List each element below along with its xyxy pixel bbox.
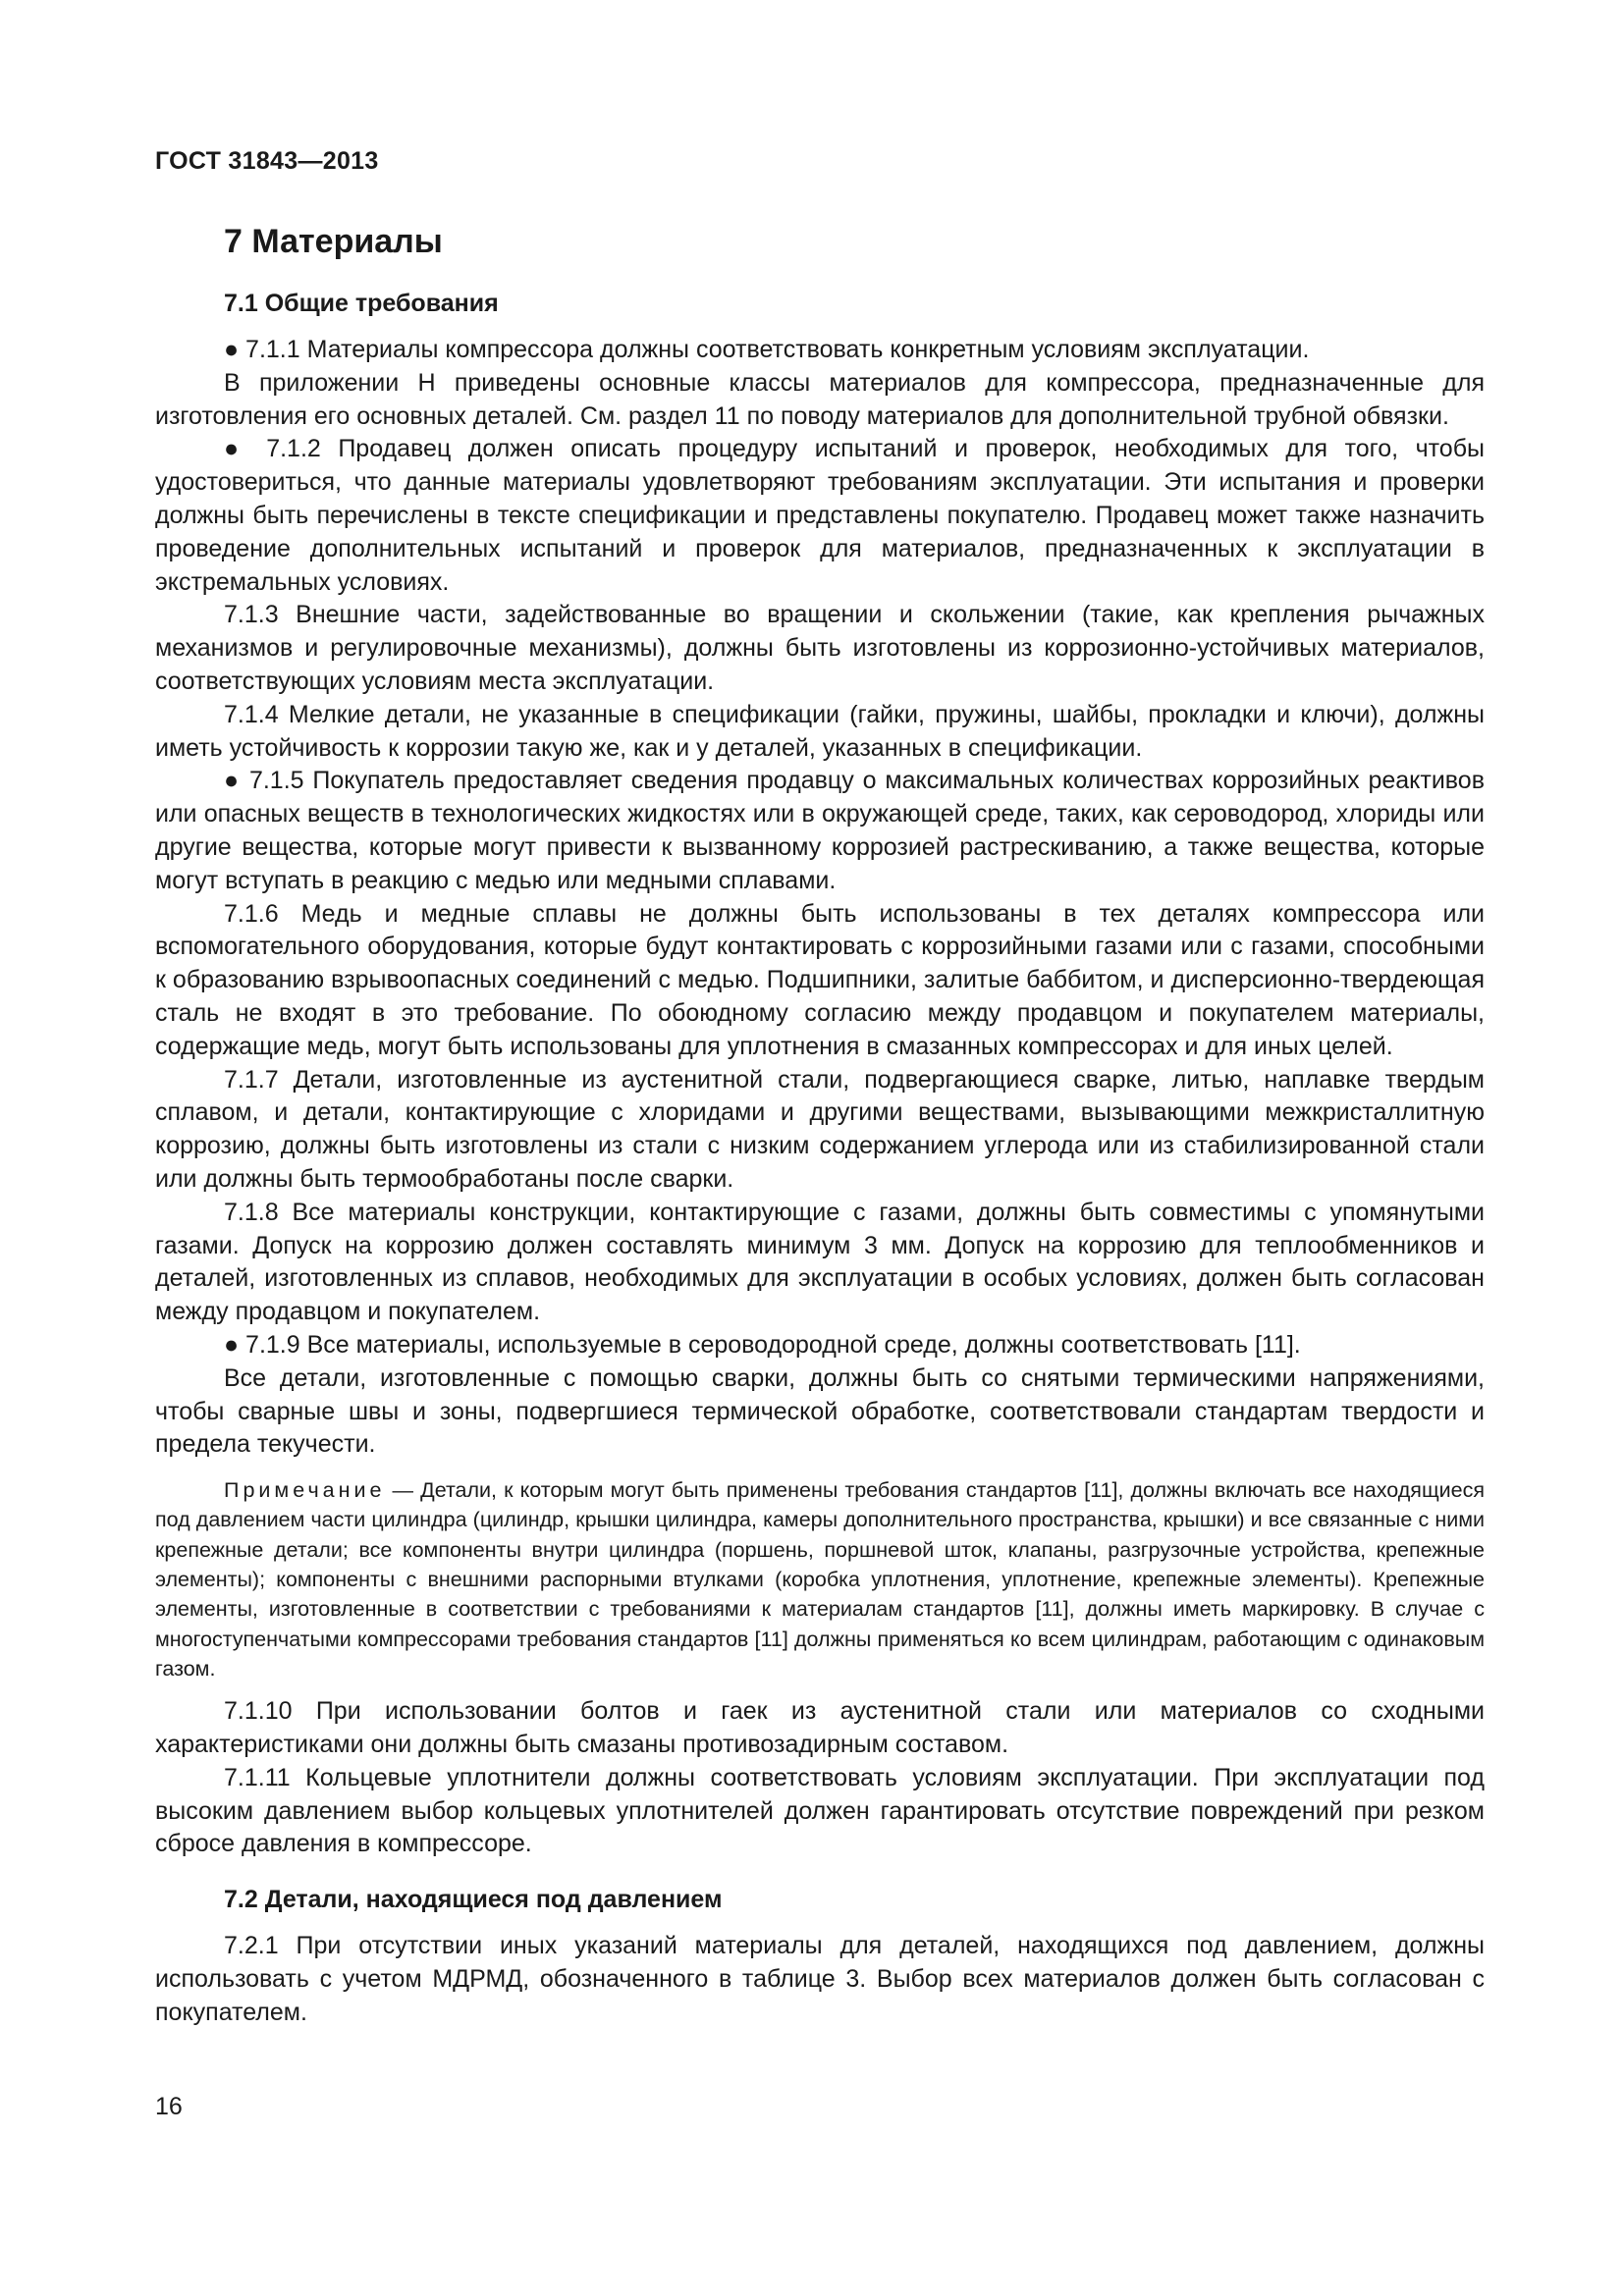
section-title: 7 Материалы [224,223,443,260]
paragraph-7-1-9-cont: Все детали, изготовленные с помощью сварки, должны быть со снятыми термическими напряжениями, чтобы сварные швы и зоны, подвергшиеся термической обработке, соответствовали стандартам твердости и предела текучести. [155,1363,1485,1459]
paragraph-7-1-3: 7.1.3 Внешние части, задействованные во вращении и скольжении (такие, как крепления рычажных механизмов и регулировочные механизмы), должны быть изготовлены из коррозионно-устойчивых материалов, соответствующих условиям места эксплуатации. [155,601,1485,695]
paragraph-7-1-9: ● 7.1.9 Все материалы, используемые в сероводородной среде, должны соответствовать [11]. [224,1330,1301,1359]
paragraph-7-1-5: ● 7.1.5 Покупатель предоставляет сведения продавцу о максимальных количествах коррозийных реактивов или опасных веществ в технологических жидкостях или в окружающей среде, таких, как сероводород, хлориды или другие вещества, которые могут привести к вызванному коррозией растрескиванию, а также вещества, которые могут вступать в реакцию с медью или медными сплавами. [155,767,1485,894]
subsection-title-7-2: 7.2 Детали, находящиеся под давлением [224,1886,723,1914]
paragraph-7-1-1: ● 7.1.1 Материалы компрессора должны соответствовать конкретным условиям эксплуатации. [224,336,1310,363]
page-content [155,218,1485,2030]
paragraph-7-1-2: ● 7.1.2 Продавец должен описать процедуру испытаний и проверок, необходимых для того, чтобы удостовериться, что данные материалы удовлетворяют требованиям эксплуатации. Эти испытания и проверки должны быть перечислены в тексте спецификации и представлены покупателю. Продавец может также назначить проведение дополнительных испытаний и проверок для материалов, предназначенных к эксплуатации в экстремальных условиях. [155,435,1485,596]
paragraph-7-1-4: 7.1.4 Мелкие детали, не указанные в спецификации (гайки, пружины, шайбы, прокладки и ключи), должны иметь устойчивость к коррозии такую же, как и у деталей, указанных в спецификации. [155,700,1485,762]
document-code: ГОСТ 31843—2013 [155,147,379,175]
note-label: Примечание [224,1478,386,1503]
page-number: 16 [155,2093,183,2120]
paragraph-7-2-1: 7.2.1 При отсутствии иных указаний материалы для деталей, находящихся под давлением, должны использовать с учетом МДРМД, обозначенного в таблице 3. Выбор всех материалов должен быть согласован с покупателем. [155,1932,1485,2026]
paragraph-7-1-1-cont: В приложении Н приведены основные классы материалов для компрессора, предназначенные для изготовления его основных деталей. См. раздел 11 по поводу материалов для дополнительной трубной обвязки. [155,368,1485,430]
note-block [155,1475,1485,1683]
paragraph-7-1-10: 7.1.10 При использовании болтов и гаек из аустенитной стали или материалов со сходными характеристиками они должны быть смазаны противозадирным составом. [155,1697,1485,1758]
paragraph-7-1-6: 7.1.6 Медь и медные сплавы не должны быть использованы в тех деталях компрессора или вспомогательного оборудования, которые будут контактировать с коррозийными газами или с газами, способными к образованию взрывоопасных соединений с медью. Подшипники, залитые баббитом, и дисперсионно-твердеющая сталь не входят в это требование. По обоюдному согласию между продавцом и покупателем материалы, содержащие медь, могут быть использованы для уплотнения в смазанных компрессорах и для иных целей. [155,899,1485,1060]
subsection-title-7-1: 7.1 Общие требования [224,290,499,317]
paragraph-7-1-8: 7.1.8 Все материалы конструкции, контактирующие с газами, должны быть совместимы с упомянутыми газами. Допуск на коррозию должен составлять минимум 3 мм. Допуск на коррозию для теплообменников и деталей, изготовленных из сплавов, необходимых для эксплуатации в особых условиях, должен быть согласован между продавцом и покупателем. [155,1198,1485,1326]
paragraph-7-1-11: 7.1.11 Кольцевые уплотнители должны соответствовать условиям эксплуатации. При эксплуатации под высоким давлением выбор кольцевых уплотнителей должен гарантировать отсутствие повреждений при резком сбросе давления в компрессоре. [155,1763,1485,1858]
note-text: — Детали, к которым могут быть применены требования стандартов [11], должны включать все находящиеся под давлением части цилиндра (цилиндр, крышки цилиндра, камеры дополнительного пространства, крышки) и все связанные с ними крепежные детали; все компоненты внутри цилиндра (поршень, поршневой шток, клапаны, разгрузочные устройства, крепежные элементы); компоненты с внешними распорными втулками (коробка уплотнения, уплотнение, крепежные элементы). Крепежные элементы, изготовленные в соответствии с требованиями к материалам стандартов [11], должны иметь маркировку. В случае с многоступенчатыми компрессорами требования стандартов [11] должны применяться ко всем цилиндрам, работающим с одинаковым газом. [155,1478,1485,1681]
paragraph-7-1-7: 7.1.7 Детали, изготовленные из аустенитной стали, подвергающиеся сварке, литью, наплавке твердым сплавом, и детали, контактирующие с хлоридами и другими веществами, вызывающими межкристаллитную коррозию, должны быть изготовлены из стали с низким содержанием углерода или из стабилизированной стали или должны быть термообработаны после сварки. [155,1065,1485,1193]
